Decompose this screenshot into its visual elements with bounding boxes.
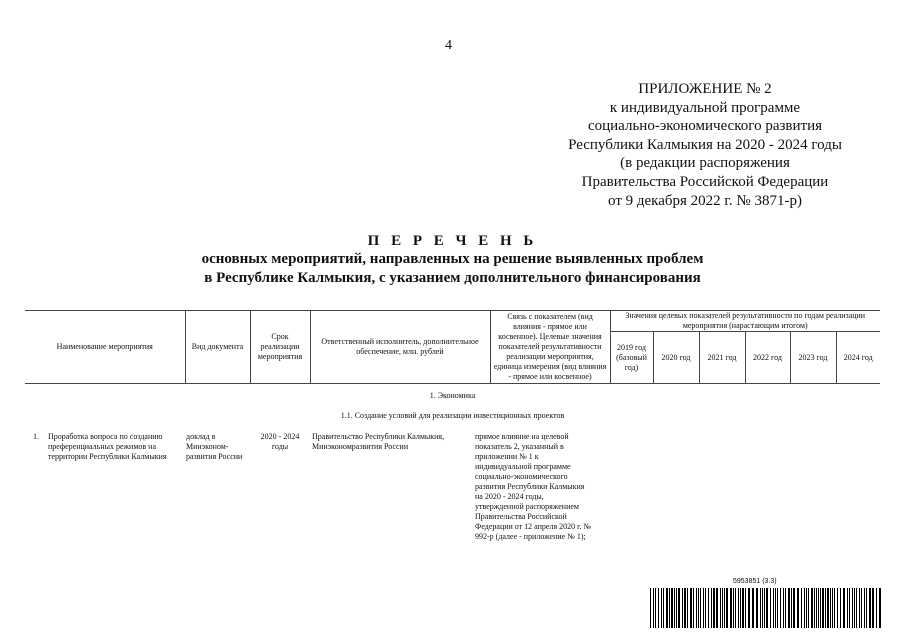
col-header-name: Наименование мероприятия — [25, 311, 185, 384]
col-header-doc-type: Вид документа — [185, 311, 250, 384]
section-heading: 1. Экономика — [429, 391, 476, 400]
col-header-term: Срок реализации мероприятия — [250, 311, 310, 384]
row-doc-type: доклад в Минэконом-развития России — [186, 432, 243, 461]
appendix-line: от 9 декабря 2022 г. № 3871-р) — [608, 192, 802, 209]
col-header-executor: Ответственный исполнитель, дополнительное обеспечение, млн. рублей — [310, 311, 490, 384]
row-executor: Правительство Республики Калмыкия, Минэкономразвития России — [312, 432, 445, 451]
appendix-line: Республики Калмыкия на 2020 - 2024 годы — [568, 136, 842, 153]
appendix-line: социально-экономического развития — [587, 118, 823, 135]
subsection-heading: 1.1. Создание условий для реализации инвестиционных проектов — [340, 411, 565, 420]
appendix-line: к индивидуальной программе — [609, 99, 801, 116]
col-header-year: 2019 год (базовый год) — [610, 332, 653, 384]
title-line-1: основных мероприятий, направленных на решение выявленных проблем — [201, 251, 704, 267]
document-title — [0, 232, 905, 288]
row-number: 1. — [33, 432, 39, 441]
appendix-line: (в редакции распоряжения — [620, 155, 790, 172]
title-main: П Е Р Е Ч Е Н Ь — [367, 233, 538, 249]
page-number: 4 — [445, 38, 452, 53]
row-term: 2020 - 2024 годы — [260, 432, 300, 451]
row-name: Проработка вопроса по созданию преференциальных режимов на территории Республики Калмыкия — [48, 432, 167, 461]
col-header-year: 2020 год — [653, 332, 699, 384]
header-table — [25, 310, 880, 384]
appendix-line: Правительства Российской Федерации — [581, 173, 829, 190]
col-header-year: 2021 год — [699, 332, 745, 384]
col-header-values-group: Значения целевых показателей результативности по годам реализации мероприятия (нарастающим итогом) — [610, 311, 880, 332]
barcode — [650, 588, 882, 628]
appendix-line: ПРИЛОЖЕНИЕ № 2 — [638, 81, 772, 97]
col-header-year: 2022 год — [745, 332, 790, 384]
row-indicator-link: прямое влияние на целевой показатель 2, указанный в приложении № 1 к индивидуальной программе социально-экономического развития Республики Калмыкия на 2020 - 2024 годы, утвержденной распоряжением Правительства Российской Федерации от 12 апреля 2020 г. № 992-р (далее - приложение № 1); — [475, 432, 592, 541]
col-header-link: Связь с показателем (вид влияния - прямое или косвенное). Целевые значения показателей результативности реализации мероприятия, единица измерения (вид влияния - прямое или косвенное) — [490, 311, 610, 384]
appendix-header — [555, 80, 855, 210]
barcode-number: 5953851 (3.3) — [733, 578, 777, 585]
col-header-year: 2024 год — [836, 332, 880, 384]
col-header-year: 2023 год — [790, 332, 836, 384]
title-line-2: в Республике Калмыкия, с указанием дополнительного финансирования — [204, 270, 701, 286]
